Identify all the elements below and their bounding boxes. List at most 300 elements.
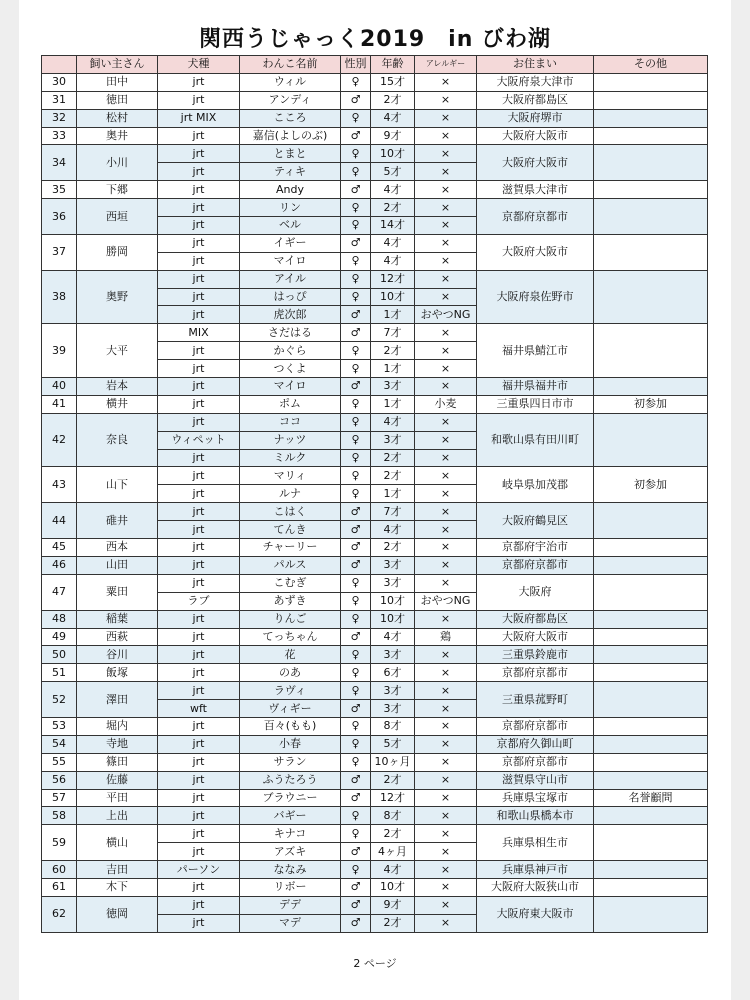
table-row bbox=[42, 789, 708, 807]
dog-name: アズキ bbox=[240, 843, 341, 861]
dog-breed: jrt bbox=[158, 199, 240, 217]
owner-name: 山下 bbox=[77, 467, 158, 503]
dog-breed: jrt bbox=[158, 270, 240, 288]
other-note bbox=[594, 646, 708, 664]
dog-allergy: × bbox=[415, 825, 477, 843]
dog-age: 1才 bbox=[371, 360, 415, 378]
dog-name: デデ bbox=[240, 896, 341, 914]
other-note bbox=[594, 735, 708, 753]
dog-breed: jrt bbox=[158, 127, 240, 145]
owner-address: 和歌山県橋本市 bbox=[477, 807, 594, 825]
table-row bbox=[42, 270, 708, 288]
table-body bbox=[42, 73, 708, 932]
dog-name: イギー bbox=[240, 234, 341, 252]
dog-sex: ♀ bbox=[341, 807, 371, 825]
owner-address: 和歌山県有田川町 bbox=[477, 413, 594, 467]
entry-number: 39 bbox=[42, 324, 77, 378]
entry-number: 57 bbox=[42, 789, 77, 807]
table-row bbox=[42, 861, 708, 879]
dog-sex: ♀ bbox=[341, 449, 371, 467]
owner-name: 寺地 bbox=[77, 735, 158, 753]
entry-number: 58 bbox=[42, 807, 77, 825]
other-note bbox=[594, 73, 708, 91]
table-row bbox=[42, 771, 708, 789]
dog-sex: ♀ bbox=[341, 717, 371, 735]
other-note bbox=[594, 91, 708, 109]
dog-age: 4才 bbox=[371, 252, 415, 270]
owner-name: 粟田 bbox=[77, 574, 158, 610]
table-row bbox=[42, 91, 708, 109]
owner-name: 小川 bbox=[77, 145, 158, 181]
dog-sex: ♂ bbox=[341, 628, 371, 646]
dog-breed: jrt bbox=[158, 73, 240, 91]
dog-allergy: おやつNG bbox=[415, 306, 477, 324]
dog-sex: ♂ bbox=[341, 843, 371, 861]
owner-address: 京都府宇治市 bbox=[477, 539, 594, 557]
dog-name: ポム bbox=[240, 395, 341, 413]
owner-address: 岐阜県加茂郡 bbox=[477, 467, 594, 503]
table-row bbox=[42, 878, 708, 896]
entry-number: 47 bbox=[42, 574, 77, 610]
owner-address: 大阪府泉佐野市 bbox=[477, 270, 594, 324]
dog-name: てっちゃん bbox=[240, 628, 341, 646]
owner-name: 上出 bbox=[77, 807, 158, 825]
dog-sex: ♀ bbox=[341, 485, 371, 503]
entry-number: 50 bbox=[42, 646, 77, 664]
dog-name: ベル bbox=[240, 217, 341, 235]
table-row bbox=[42, 682, 708, 700]
owner-name: 徳岡 bbox=[77, 896, 158, 932]
dog-sex: ♂ bbox=[341, 378, 371, 396]
other-note bbox=[594, 825, 708, 861]
entry-number: 49 bbox=[42, 628, 77, 646]
table-row bbox=[42, 324, 708, 342]
dog-allergy: × bbox=[415, 682, 477, 700]
dog-sex: ♂ bbox=[341, 700, 371, 718]
dog-age: 4ヶ月 bbox=[371, 843, 415, 861]
dog-breed: jrt bbox=[158, 145, 240, 163]
dog-sex: ♂ bbox=[341, 181, 371, 199]
dog-allergy: × bbox=[415, 217, 477, 235]
owner-address: 兵庫県相生市 bbox=[477, 825, 594, 861]
dog-allergy: × bbox=[415, 145, 477, 163]
dog-age: 6才 bbox=[371, 664, 415, 682]
dog-sex: ♀ bbox=[341, 288, 371, 306]
dog-allergy: × bbox=[415, 896, 477, 914]
dog-allergy: × bbox=[415, 181, 477, 199]
table-row bbox=[42, 413, 708, 431]
dog-allergy: × bbox=[415, 288, 477, 306]
table-row bbox=[42, 378, 708, 396]
dog-name: リン bbox=[240, 199, 341, 217]
dog-breed: jrt bbox=[158, 485, 240, 503]
entry-number: 54 bbox=[42, 735, 77, 753]
entry-number: 42 bbox=[42, 413, 77, 467]
owner-address: 大阪府大阪市 bbox=[477, 145, 594, 181]
other-note bbox=[594, 145, 708, 181]
dog-sex: ♂ bbox=[341, 306, 371, 324]
dog-allergy: × bbox=[415, 843, 477, 861]
page-number: 2 ページ bbox=[353, 957, 397, 970]
dog-age: 10才 bbox=[371, 145, 415, 163]
dog-allergy: × bbox=[415, 753, 477, 771]
other-note bbox=[594, 574, 708, 610]
owner-name: 飯塚 bbox=[77, 664, 158, 682]
table-row bbox=[42, 127, 708, 145]
dog-allergy: × bbox=[415, 521, 477, 539]
owner-name: 奥井 bbox=[77, 127, 158, 145]
dog-age: 3才 bbox=[371, 646, 415, 664]
other-note bbox=[594, 234, 708, 270]
dog-breed: jrt bbox=[158, 664, 240, 682]
dog-name: マイロ bbox=[240, 252, 341, 270]
dog-allergy: × bbox=[415, 735, 477, 753]
owner-address: 大阪府大阪市 bbox=[477, 628, 594, 646]
dog-sex: ♀ bbox=[341, 109, 371, 127]
dog-name: アイル bbox=[240, 270, 341, 288]
dog-sex: ♂ bbox=[341, 896, 371, 914]
dog-age: 7才 bbox=[371, 324, 415, 342]
owner-address: 京都府京都市 bbox=[477, 753, 594, 771]
other-note: 初参加 bbox=[594, 467, 708, 503]
entry-number: 32 bbox=[42, 109, 77, 127]
dog-name: さだはる bbox=[240, 324, 341, 342]
dog-name: 百々(もも) bbox=[240, 717, 341, 735]
dog-age: 3才 bbox=[371, 682, 415, 700]
dog-sex: ♀ bbox=[341, 217, 371, 235]
entry-number: 37 bbox=[42, 234, 77, 270]
entry-number: 48 bbox=[42, 610, 77, 628]
entry-number: 44 bbox=[42, 503, 77, 539]
dog-allergy: × bbox=[415, 413, 477, 431]
dog-allergy: × bbox=[415, 127, 477, 145]
dog-sex: ♀ bbox=[341, 73, 371, 91]
owner-address: 大阪府鶴見区 bbox=[477, 503, 594, 539]
dog-name: つくよ bbox=[240, 360, 341, 378]
dog-age: 2才 bbox=[371, 342, 415, 360]
dog-sex: ♀ bbox=[341, 395, 371, 413]
dog-age: 9才 bbox=[371, 127, 415, 145]
owner-name: 岩本 bbox=[77, 378, 158, 396]
dog-age: 4才 bbox=[371, 234, 415, 252]
dog-breed: jrt bbox=[158, 378, 240, 396]
other-note: 名誉顧問 bbox=[594, 789, 708, 807]
dog-sex: ♀ bbox=[341, 270, 371, 288]
dog-breed: jrt bbox=[158, 574, 240, 592]
owner-address: 大阪府大阪狭山市 bbox=[477, 878, 594, 896]
dog-name: アンディ bbox=[240, 91, 341, 109]
header-allergy: アレルギー bbox=[415, 56, 477, 74]
table-row bbox=[42, 145, 708, 163]
dog-allergy: × bbox=[415, 252, 477, 270]
other-note bbox=[594, 378, 708, 396]
dog-name: ななみ bbox=[240, 861, 341, 879]
dog-breed: jrt bbox=[158, 914, 240, 932]
dog-name: ウィル bbox=[240, 73, 341, 91]
other-note bbox=[594, 181, 708, 199]
other-note bbox=[594, 753, 708, 771]
dog-breed: MIX bbox=[158, 324, 240, 342]
dog-name: 虎次郎 bbox=[240, 306, 341, 324]
dog-age: 4才 bbox=[371, 628, 415, 646]
dog-age: 8才 bbox=[371, 807, 415, 825]
dog-sex: ♀ bbox=[341, 753, 371, 771]
owner-name: 碓井 bbox=[77, 503, 158, 539]
dog-allergy: × bbox=[415, 324, 477, 342]
dog-breed: jrt bbox=[158, 789, 240, 807]
dog-age: 3才 bbox=[371, 700, 415, 718]
dog-allergy: × bbox=[415, 664, 477, 682]
dog-name: ナッツ bbox=[240, 431, 341, 449]
dog-breed: jrt bbox=[158, 306, 240, 324]
dog-age: 3才 bbox=[371, 556, 415, 574]
owner-address: 京都府久御山町 bbox=[477, 735, 594, 753]
table-row bbox=[42, 73, 708, 91]
dog-breed: jrt bbox=[158, 843, 240, 861]
dog-sex: ♀ bbox=[341, 467, 371, 485]
dog-age: 1才 bbox=[371, 395, 415, 413]
other-note bbox=[594, 807, 708, 825]
dog-allergy: × bbox=[415, 431, 477, 449]
dog-breed: jrt bbox=[158, 288, 240, 306]
entry-number: 35 bbox=[42, 181, 77, 199]
dog-breed: jrt bbox=[158, 342, 240, 360]
dog-allergy: × bbox=[415, 700, 477, 718]
dog-age: 4才 bbox=[371, 181, 415, 199]
dog-breed: jrt bbox=[158, 449, 240, 467]
dog-sex: ♂ bbox=[341, 789, 371, 807]
owner-address: 滋賀県大津市 bbox=[477, 181, 594, 199]
dog-breed: jrt bbox=[158, 556, 240, 574]
dog-age: 14才 bbox=[371, 217, 415, 235]
dog-sex: ♀ bbox=[341, 610, 371, 628]
table-row bbox=[42, 503, 708, 521]
entry-number: 60 bbox=[42, 861, 77, 879]
owner-name: 吉田 bbox=[77, 861, 158, 879]
entry-number: 62 bbox=[42, 896, 77, 932]
dog-breed: jrt bbox=[158, 91, 240, 109]
entry-number: 31 bbox=[42, 91, 77, 109]
entry-number: 40 bbox=[42, 378, 77, 396]
table-row bbox=[42, 735, 708, 753]
other-note bbox=[594, 199, 708, 235]
owner-name: 田中 bbox=[77, 73, 158, 91]
entry-number: 53 bbox=[42, 717, 77, 735]
owner-address: 京都府京都市 bbox=[477, 717, 594, 735]
other-note bbox=[594, 717, 708, 735]
owner-name: 稲葉 bbox=[77, 610, 158, 628]
dog-breed: jrt bbox=[158, 395, 240, 413]
dog-age: 4才 bbox=[371, 413, 415, 431]
dog-allergy: × bbox=[415, 610, 477, 628]
entry-number: 52 bbox=[42, 682, 77, 718]
owner-name: 平田 bbox=[77, 789, 158, 807]
owner-address: 大阪府堺市 bbox=[477, 109, 594, 127]
dog-age: 15才 bbox=[371, 73, 415, 91]
dog-sex: ♂ bbox=[341, 324, 371, 342]
other-note bbox=[594, 771, 708, 789]
dog-age: 2才 bbox=[371, 449, 415, 467]
owner-address: 三重県菰野町 bbox=[477, 682, 594, 718]
dog-sex: ♂ bbox=[341, 556, 371, 574]
dog-breed: wft bbox=[158, 700, 240, 718]
dog-age: 2才 bbox=[371, 825, 415, 843]
dog-name: マイロ bbox=[240, 378, 341, 396]
dog-age: 10才 bbox=[371, 288, 415, 306]
dog-allergy: × bbox=[415, 789, 477, 807]
dog-allergy: × bbox=[415, 109, 477, 127]
dog-breed: jrt bbox=[158, 646, 240, 664]
dog-allergy: × bbox=[415, 163, 477, 181]
dog-sex: ♀ bbox=[341, 592, 371, 610]
table-row bbox=[42, 896, 708, 914]
owner-name: 堀内 bbox=[77, 717, 158, 735]
table-row bbox=[42, 610, 708, 628]
owner-address: 京都府京都市 bbox=[477, 556, 594, 574]
entry-number: 55 bbox=[42, 753, 77, 771]
entry-number: 61 bbox=[42, 878, 77, 896]
dog-age: 10才 bbox=[371, 878, 415, 896]
dog-age: 2才 bbox=[371, 199, 415, 217]
owner-address: 兵庫県神戸市 bbox=[477, 861, 594, 879]
dog-sex: ♂ bbox=[341, 878, 371, 896]
dog-age: 10才 bbox=[371, 610, 415, 628]
table-row bbox=[42, 646, 708, 664]
dog-allergy: × bbox=[415, 467, 477, 485]
dog-allergy: × bbox=[415, 73, 477, 91]
table-row bbox=[42, 181, 708, 199]
header-row bbox=[42, 56, 708, 74]
other-note bbox=[594, 324, 708, 378]
other-note bbox=[594, 610, 708, 628]
entry-number: 45 bbox=[42, 539, 77, 557]
owner-address: 大阪府都島区 bbox=[477, 91, 594, 109]
other-note bbox=[594, 503, 708, 539]
dog-allergy: × bbox=[415, 270, 477, 288]
owner-name: 下郷 bbox=[77, 181, 158, 199]
dog-name: リボー bbox=[240, 878, 341, 896]
entry-number: 33 bbox=[42, 127, 77, 145]
other-note bbox=[594, 109, 708, 127]
table-row bbox=[42, 467, 708, 485]
other-note bbox=[594, 127, 708, 145]
dog-breed: jrt bbox=[158, 825, 240, 843]
owner-address: 三重県四日市市 bbox=[477, 395, 594, 413]
owner-name: 横井 bbox=[77, 395, 158, 413]
header-owner: 飼い主さん bbox=[77, 56, 158, 74]
dog-sex: ♀ bbox=[341, 646, 371, 664]
dog-age: 4才 bbox=[371, 521, 415, 539]
dog-allergy: × bbox=[415, 914, 477, 932]
owner-address: 兵庫県宝塚市 bbox=[477, 789, 594, 807]
table-row bbox=[42, 664, 708, 682]
dog-name: ココ bbox=[240, 413, 341, 431]
dog-breed: パーソン bbox=[158, 861, 240, 879]
owner-name: 篠田 bbox=[77, 753, 158, 771]
dog-breed: jrt bbox=[158, 360, 240, 378]
owner-address: 大阪府大阪市 bbox=[477, 234, 594, 270]
dog-sex: ♀ bbox=[341, 861, 371, 879]
entry-number: 51 bbox=[42, 664, 77, 682]
dog-sex: ♀ bbox=[341, 735, 371, 753]
other-note bbox=[594, 861, 708, 879]
dog-name: ブラウニー bbox=[240, 789, 341, 807]
dog-allergy: × bbox=[415, 878, 477, 896]
dog-allergy: × bbox=[415, 342, 477, 360]
dog-name: ティキ bbox=[240, 163, 341, 181]
table-row bbox=[42, 753, 708, 771]
dog-breed: jrt bbox=[158, 807, 240, 825]
table-row bbox=[42, 628, 708, 646]
dog-sex: ♀ bbox=[341, 342, 371, 360]
dog-allergy: 小麦 bbox=[415, 395, 477, 413]
dog-breed: jrt bbox=[158, 521, 240, 539]
dog-allergy: × bbox=[415, 574, 477, 592]
dog-allergy: × bbox=[415, 717, 477, 735]
dog-name: かぐら bbox=[240, 342, 341, 360]
dog-breed: jrt bbox=[158, 753, 240, 771]
dog-sex: ♀ bbox=[341, 682, 371, 700]
dog-sex: ♀ bbox=[341, 145, 371, 163]
owner-name: 西萩 bbox=[77, 628, 158, 646]
dog-age: 3才 bbox=[371, 378, 415, 396]
dog-name: はっぴ bbox=[240, 288, 341, 306]
table-row bbox=[42, 556, 708, 574]
dog-allergy: × bbox=[415, 556, 477, 574]
dog-age: 1才 bbox=[371, 485, 415, 503]
dog-sex: ♀ bbox=[341, 431, 371, 449]
dog-allergy: × bbox=[415, 807, 477, 825]
other-note bbox=[594, 556, 708, 574]
other-note bbox=[594, 539, 708, 557]
dog-allergy: × bbox=[415, 199, 477, 217]
dog-allergy: × bbox=[415, 360, 477, 378]
table-row bbox=[42, 234, 708, 252]
other-note bbox=[594, 682, 708, 718]
dog-age: 2才 bbox=[371, 914, 415, 932]
owner-address: 滋賀県守山市 bbox=[477, 771, 594, 789]
dog-sex: ♀ bbox=[341, 252, 371, 270]
dog-allergy: × bbox=[415, 503, 477, 521]
dog-sex: ♀ bbox=[341, 574, 371, 592]
dog-name: Andy bbox=[240, 181, 341, 199]
dog-age: 2才 bbox=[371, 467, 415, 485]
table-row bbox=[42, 717, 708, 735]
owner-address: 京都府京都市 bbox=[477, 664, 594, 682]
dog-sex: ♀ bbox=[341, 360, 371, 378]
dog-breed: jrt bbox=[158, 735, 240, 753]
dog-breed: jrt bbox=[158, 610, 240, 628]
document-page bbox=[19, 0, 731, 1000]
dog-age: 10才 bbox=[371, 592, 415, 610]
dog-sex: ♂ bbox=[341, 234, 371, 252]
table-row bbox=[42, 539, 708, 557]
dog-name: ふうたろう bbox=[240, 771, 341, 789]
dog-breed: jrt bbox=[158, 628, 240, 646]
entry-number: 41 bbox=[42, 395, 77, 413]
dog-breed: jrt bbox=[158, 717, 240, 735]
dog-breed: jrt bbox=[158, 682, 240, 700]
owner-name: 奥野 bbox=[77, 270, 158, 324]
other-note bbox=[594, 628, 708, 646]
owner-address: 三重県鈴鹿市 bbox=[477, 646, 594, 664]
dog-breed: jrt bbox=[158, 467, 240, 485]
table-row bbox=[42, 807, 708, 825]
dog-name: キナコ bbox=[240, 825, 341, 843]
dog-breed: jrt bbox=[158, 413, 240, 431]
dog-name: サラン bbox=[240, 753, 341, 771]
dog-name: ラヴィ bbox=[240, 682, 341, 700]
